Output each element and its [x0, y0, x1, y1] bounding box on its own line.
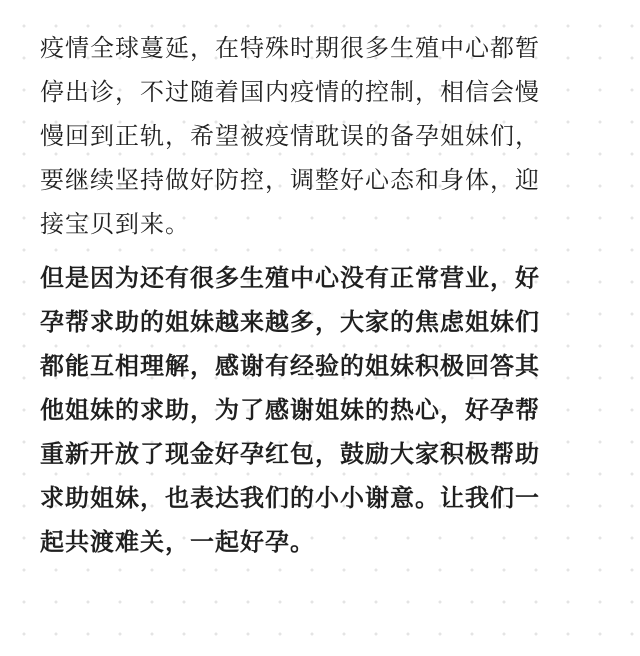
text-line: 求助姐妹，也表达我们的小小谢意。让我们一 [40, 484, 540, 512]
text-line: 接宝贝到来。 [40, 210, 190, 238]
text-line: 疫情全球蔓延，在特殊时期很多生殖中心都暂 [40, 34, 540, 62]
article-body [40, 26, 606, 564]
text-line: 停出诊，不过随着国内疫情的控制，相信会慢 [40, 78, 540, 106]
text-line: 但是因为还有很多生殖中心没有正常营业，好 [40, 264, 540, 292]
paragraph-highlight [40, 256, 606, 564]
text-line: 起共渡难关，一起好孕。 [40, 528, 315, 556]
text-line: 要继续坚持做好防控，调整好心态和身体，迎 [40, 166, 540, 194]
text-line: 孕帮求助的姐妹越来越多，大家的焦虑姐妹们 [40, 308, 540, 336]
paragraph-intro [40, 26, 606, 246]
text-line: 都能互相理解，感谢有经验的姐妹积极回答其 [40, 352, 540, 380]
text-line: 慢回到正轨，希望被疫情耽误的备孕姐妹们， [40, 122, 540, 150]
text-line: 重新开放了现金好孕红包，鼓励大家积极帮助 [40, 440, 540, 468]
text-line: 他姐妹的求助，为了感谢姐妹的热心，好孕帮 [40, 396, 540, 424]
